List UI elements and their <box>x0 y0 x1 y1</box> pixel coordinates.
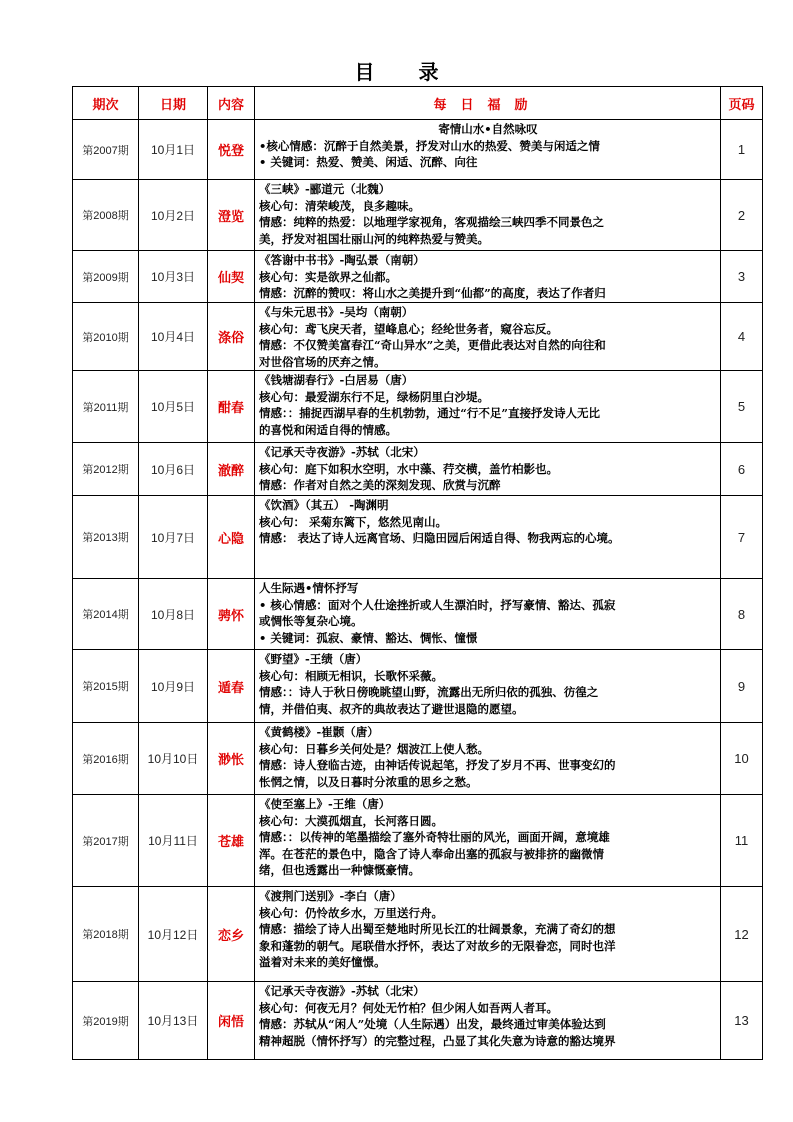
blessing-cell <box>255 120 721 180</box>
blessing-cell <box>255 650 721 723</box>
blessing-cell <box>255 443 721 496</box>
keyword-cell: 酣春 <box>208 371 255 443</box>
issue-cell: 第2018期 <box>73 887 139 982</box>
blessing-line: 情感：作者对自然之美的深刻发现、欣赏与沉醉 <box>259 478 501 492</box>
keyword-cell: 澈醉 <box>208 443 255 496</box>
contents-table <box>72 86 763 1060</box>
issue-cell: 第2013期 <box>73 496 139 579</box>
header-blessing: 每日福励 <box>255 87 721 120</box>
table-row <box>73 371 763 443</box>
date-cell: 10月2日 <box>139 180 208 251</box>
header-content: 内容 <box>208 87 255 120</box>
date-cell: 10月11日 <box>139 795 208 887</box>
date-cell: 10月4日 <box>139 303 208 371</box>
page-cell: 13 <box>721 982 763 1060</box>
keyword-cell: 恋乡 <box>208 887 255 982</box>
issue-cell: 第2009期 <box>73 251 139 303</box>
page-cell: 6 <box>721 443 763 496</box>
title-char-1: 目 <box>354 60 375 84</box>
blessing-cell <box>255 180 721 251</box>
page-cell: 9 <box>721 650 763 723</box>
blessing-cell <box>255 303 721 371</box>
issue-cell: 第2017期 <box>73 795 139 887</box>
blessing-line: 绪，但也透露出一种慷慨豪情。 <box>259 863 420 877</box>
blessing-line: 《饮酒》（其五） -陶渊明 <box>259 498 389 512</box>
blessing-line: •核心情感：沉醉于自然美景，抒发对山水的热爱、赞美与闲适之情 <box>259 138 600 153</box>
page-cell: 11 <box>721 795 763 887</box>
keyword-cell: 悦登 <box>208 120 255 180</box>
blessing-line: 核心句：何夜无月？何处无竹柏？但少闲人如吾两人者耳。 <box>259 1000 558 1015</box>
blessing-line: 美，抒发对祖国壮丽山河的纯粹热爱与赞美。 <box>259 231 489 246</box>
page-cell: 5 <box>721 371 763 443</box>
issue-cell: 第2008期 <box>73 180 139 251</box>
date-cell: 10月1日 <box>139 120 208 180</box>
date-cell: 10月12日 <box>139 887 208 982</box>
keyword-cell: 遁春 <box>208 650 255 723</box>
page-cell: 12 <box>721 887 763 982</box>
issue-cell: 第2016期 <box>73 723 139 795</box>
blessing-line: 情感：：捕捉西湖早春的生机勃勃，通过“行不足”直接抒发诗人无比 <box>259 406 600 420</box>
page-title <box>0 56 793 85</box>
date-cell: 10月8日 <box>139 579 208 650</box>
blessing-line: 《黄鹤楼》-崔颢（唐） <box>259 725 379 739</box>
table-row <box>73 180 763 251</box>
blessing-line: 《答谢中书书》-陶弘景（南朝） <box>259 253 425 267</box>
blessing-line: • 核心情感：面对个人仕途挫折或人生漂泊时，抒写豪情、豁达、孤寂 <box>259 597 616 612</box>
page-cell: 7 <box>721 496 763 579</box>
date-cell: 10月10日 <box>139 723 208 795</box>
header-row <box>73 87 763 120</box>
keyword-cell: 苍雄 <box>208 795 255 887</box>
issue-cell: 第2010期 <box>73 303 139 371</box>
blessing-line: 的喜悦和闲适自得的情感。 <box>259 422 397 437</box>
date-cell: 10月3日 <box>139 251 208 303</box>
blessing-line: 溢着对未来的美好憧憬。 <box>259 955 386 969</box>
blessing-line: 象和蓬勃的朝气。尾联借水抒怀，表达了对故乡的无限眷恋，同时也洋 <box>259 938 616 953</box>
blessing-line: 或惆怅等复杂心境。 <box>259 614 363 628</box>
blessing-line: 核心句：日暮乡关何处是？烟波江上使人愁。 <box>259 741 489 756</box>
keyword-cell: 澄览 <box>208 180 255 251</box>
blessing-line: 情感：描绘了诗人出蜀至楚地时所见长江的壮阔景象，充满了奇幻的想 <box>259 922 616 936</box>
table-row <box>73 303 763 371</box>
page-cell: 4 <box>721 303 763 371</box>
blessing-line: 《记承天寺夜游》-苏轼（北宋） <box>259 984 425 998</box>
blessing-line: 《野望》-王绩（唐） <box>259 652 368 666</box>
blessing-line: 核心句：清荣峻茂，良多趣味。 <box>259 198 420 213</box>
keyword-cell: 涤俗 <box>208 303 255 371</box>
blessing-line: 核心句：相顾无相识，长歌怀采薇。 <box>259 668 443 683</box>
table-row <box>73 496 763 579</box>
page-cell: 1 <box>721 120 763 180</box>
page-cell: 8 <box>721 579 763 650</box>
keyword-cell: 心隐 <box>208 496 255 579</box>
date-cell: 10月5日 <box>139 371 208 443</box>
blessing-cell <box>255 982 721 1060</box>
blessing-line: 情感：：以传神的笔墨描绘了塞外奇特壮丽的风光，画面开阔，意境雄 <box>259 830 610 844</box>
title-char-2: 录 <box>418 60 439 84</box>
blessing-cell <box>255 371 721 443</box>
blessing-line: 情感：沉醉的赞叹：将山水之美提升到“仙都”的高度，表达了作者归 <box>259 286 606 300</box>
blessing-line: 《使至塞上》-王维（唐） <box>259 797 391 811</box>
table-row <box>73 443 763 496</box>
header-date: 日期 <box>139 87 208 120</box>
date-cell: 10月7日 <box>139 496 208 579</box>
blessing-line: 核心句：大漠孤烟直，长河落日圆。 <box>259 813 443 828</box>
blessing-line: 《与朱元思书》-吴均（南朝） <box>259 305 414 319</box>
blessing-line: 核心句：庭下如积水空明，水中藻、荇交横，盖竹柏影也。 <box>259 461 558 476</box>
keyword-cell: 闲悟 <box>208 982 255 1060</box>
keyword-cell: 渺怅 <box>208 723 255 795</box>
date-cell: 10月13日 <box>139 982 208 1060</box>
blessing-cell <box>255 251 721 303</box>
table-row <box>73 120 763 180</box>
issue-cell: 第2014期 <box>73 579 139 650</box>
blessing-line: 情感：苏轼从“闲人”处境（人生际遇）出发，最终通过审美体验达到 <box>259 1017 606 1031</box>
blessing-line: 核心句：鸢飞戾天者，望峰息心；经纶世务者，窥谷忘反。 <box>259 321 558 336</box>
blessing-line: 浑。在苍茫的景色中，隐含了诗人奉命出塞的孤寂与被排挤的幽微情 <box>259 846 604 861</box>
date-cell: 10月9日 <box>139 650 208 723</box>
table-row <box>73 982 763 1060</box>
table-row <box>73 887 763 982</box>
blessing-cell <box>255 496 721 579</box>
blessing-line: 核心句：最爱湖东行不足，绿杨阴里白沙堤。 <box>259 389 489 404</box>
blessing-line: 情感：纯粹的热爱：以地理学家视角，客观描绘三峡四季不同景色之 <box>259 215 604 229</box>
table-row <box>73 723 763 795</box>
blessing-line: 《三峡》-郦道元（北魏） <box>259 182 391 196</box>
page-cell: 10 <box>721 723 763 795</box>
blessing-line: 情，并借伯夷、叔齐的典故表达了避世退隐的愿望。 <box>259 701 524 716</box>
header-issue: 期次 <box>73 87 139 120</box>
blessing-line: 核心句：仍怜故乡水，万里送行舟。 <box>259 905 443 920</box>
issue-cell: 第2015期 <box>73 650 139 723</box>
blessing-line: 情感：：诗人于秋日傍晚眺望山野，流露出无所归依的孤独、彷徨之 <box>259 685 599 699</box>
blessing-cell <box>255 723 721 795</box>
blessing-line: 精神超脱（情怀抒写）的完整过程，凸显了其化失意为诗意的豁达境界 <box>259 1033 616 1048</box>
header-page: 页码 <box>721 87 763 120</box>
blessing-line: • 关键词：孤寂、豪情、豁达、惆怅、憧憬 <box>259 630 478 645</box>
table-row <box>73 251 763 303</box>
page-cell: 2 <box>721 180 763 251</box>
blessing-line: • 关键词：热爱、赞美、闲适、沉醉、向往 <box>259 155 478 169</box>
blessing-line: 人生际遇•情怀抒写 <box>259 581 359 595</box>
table-row <box>73 795 763 887</box>
blessing-line: 情感：不仅赞美富春江“奇山异水”之美，更借此表达对自然的向往和 <box>259 338 606 352</box>
blessing-cell <box>255 579 721 650</box>
keyword-cell: 仙契 <box>208 251 255 303</box>
issue-cell: 第2007期 <box>73 120 139 180</box>
blessing-line: 寄情山水•自然咏叹 <box>438 122 538 136</box>
blessing-line: 《渡荆门送别》-李白（唐） <box>259 889 402 903</box>
keyword-cell: 骋怀 <box>208 579 255 650</box>
date-cell: 10月6日 <box>139 443 208 496</box>
blessing-line: 核心句： 采菊东篱下，悠然见南山。 <box>259 514 448 529</box>
blessing-line: 情感：诗人登临古迹，由神话传说起笔，抒发了岁月不再、世事变幻的 <box>259 758 616 772</box>
blessing-line: 《记承天寺夜游》-苏轼（北宋） <box>259 445 425 459</box>
blessing-line: 对世俗官场的厌弃之情。 <box>259 354 386 369</box>
blessing-line: 核心句：实是欲界之仙都。 <box>259 269 397 284</box>
issue-cell: 第2012期 <box>73 443 139 496</box>
blessing-line: 《钱塘湖春行》-白居易（唐） <box>259 373 414 387</box>
page-cell: 3 <box>721 251 763 303</box>
table-row <box>73 579 763 650</box>
issue-cell: 第2019期 <box>73 982 139 1060</box>
blessing-line: 情感： 表达了诗人远离官场、归隐田园后闲适自得、物我两忘的心境。 <box>259 531 620 545</box>
blessing-cell <box>255 887 721 982</box>
table-row <box>73 650 763 723</box>
blessing-line: 怅惘之情，以及日暮时分浓重的思乡之愁。 <box>259 774 478 789</box>
blessing-cell <box>255 795 721 887</box>
issue-cell: 第2011期 <box>73 371 139 443</box>
